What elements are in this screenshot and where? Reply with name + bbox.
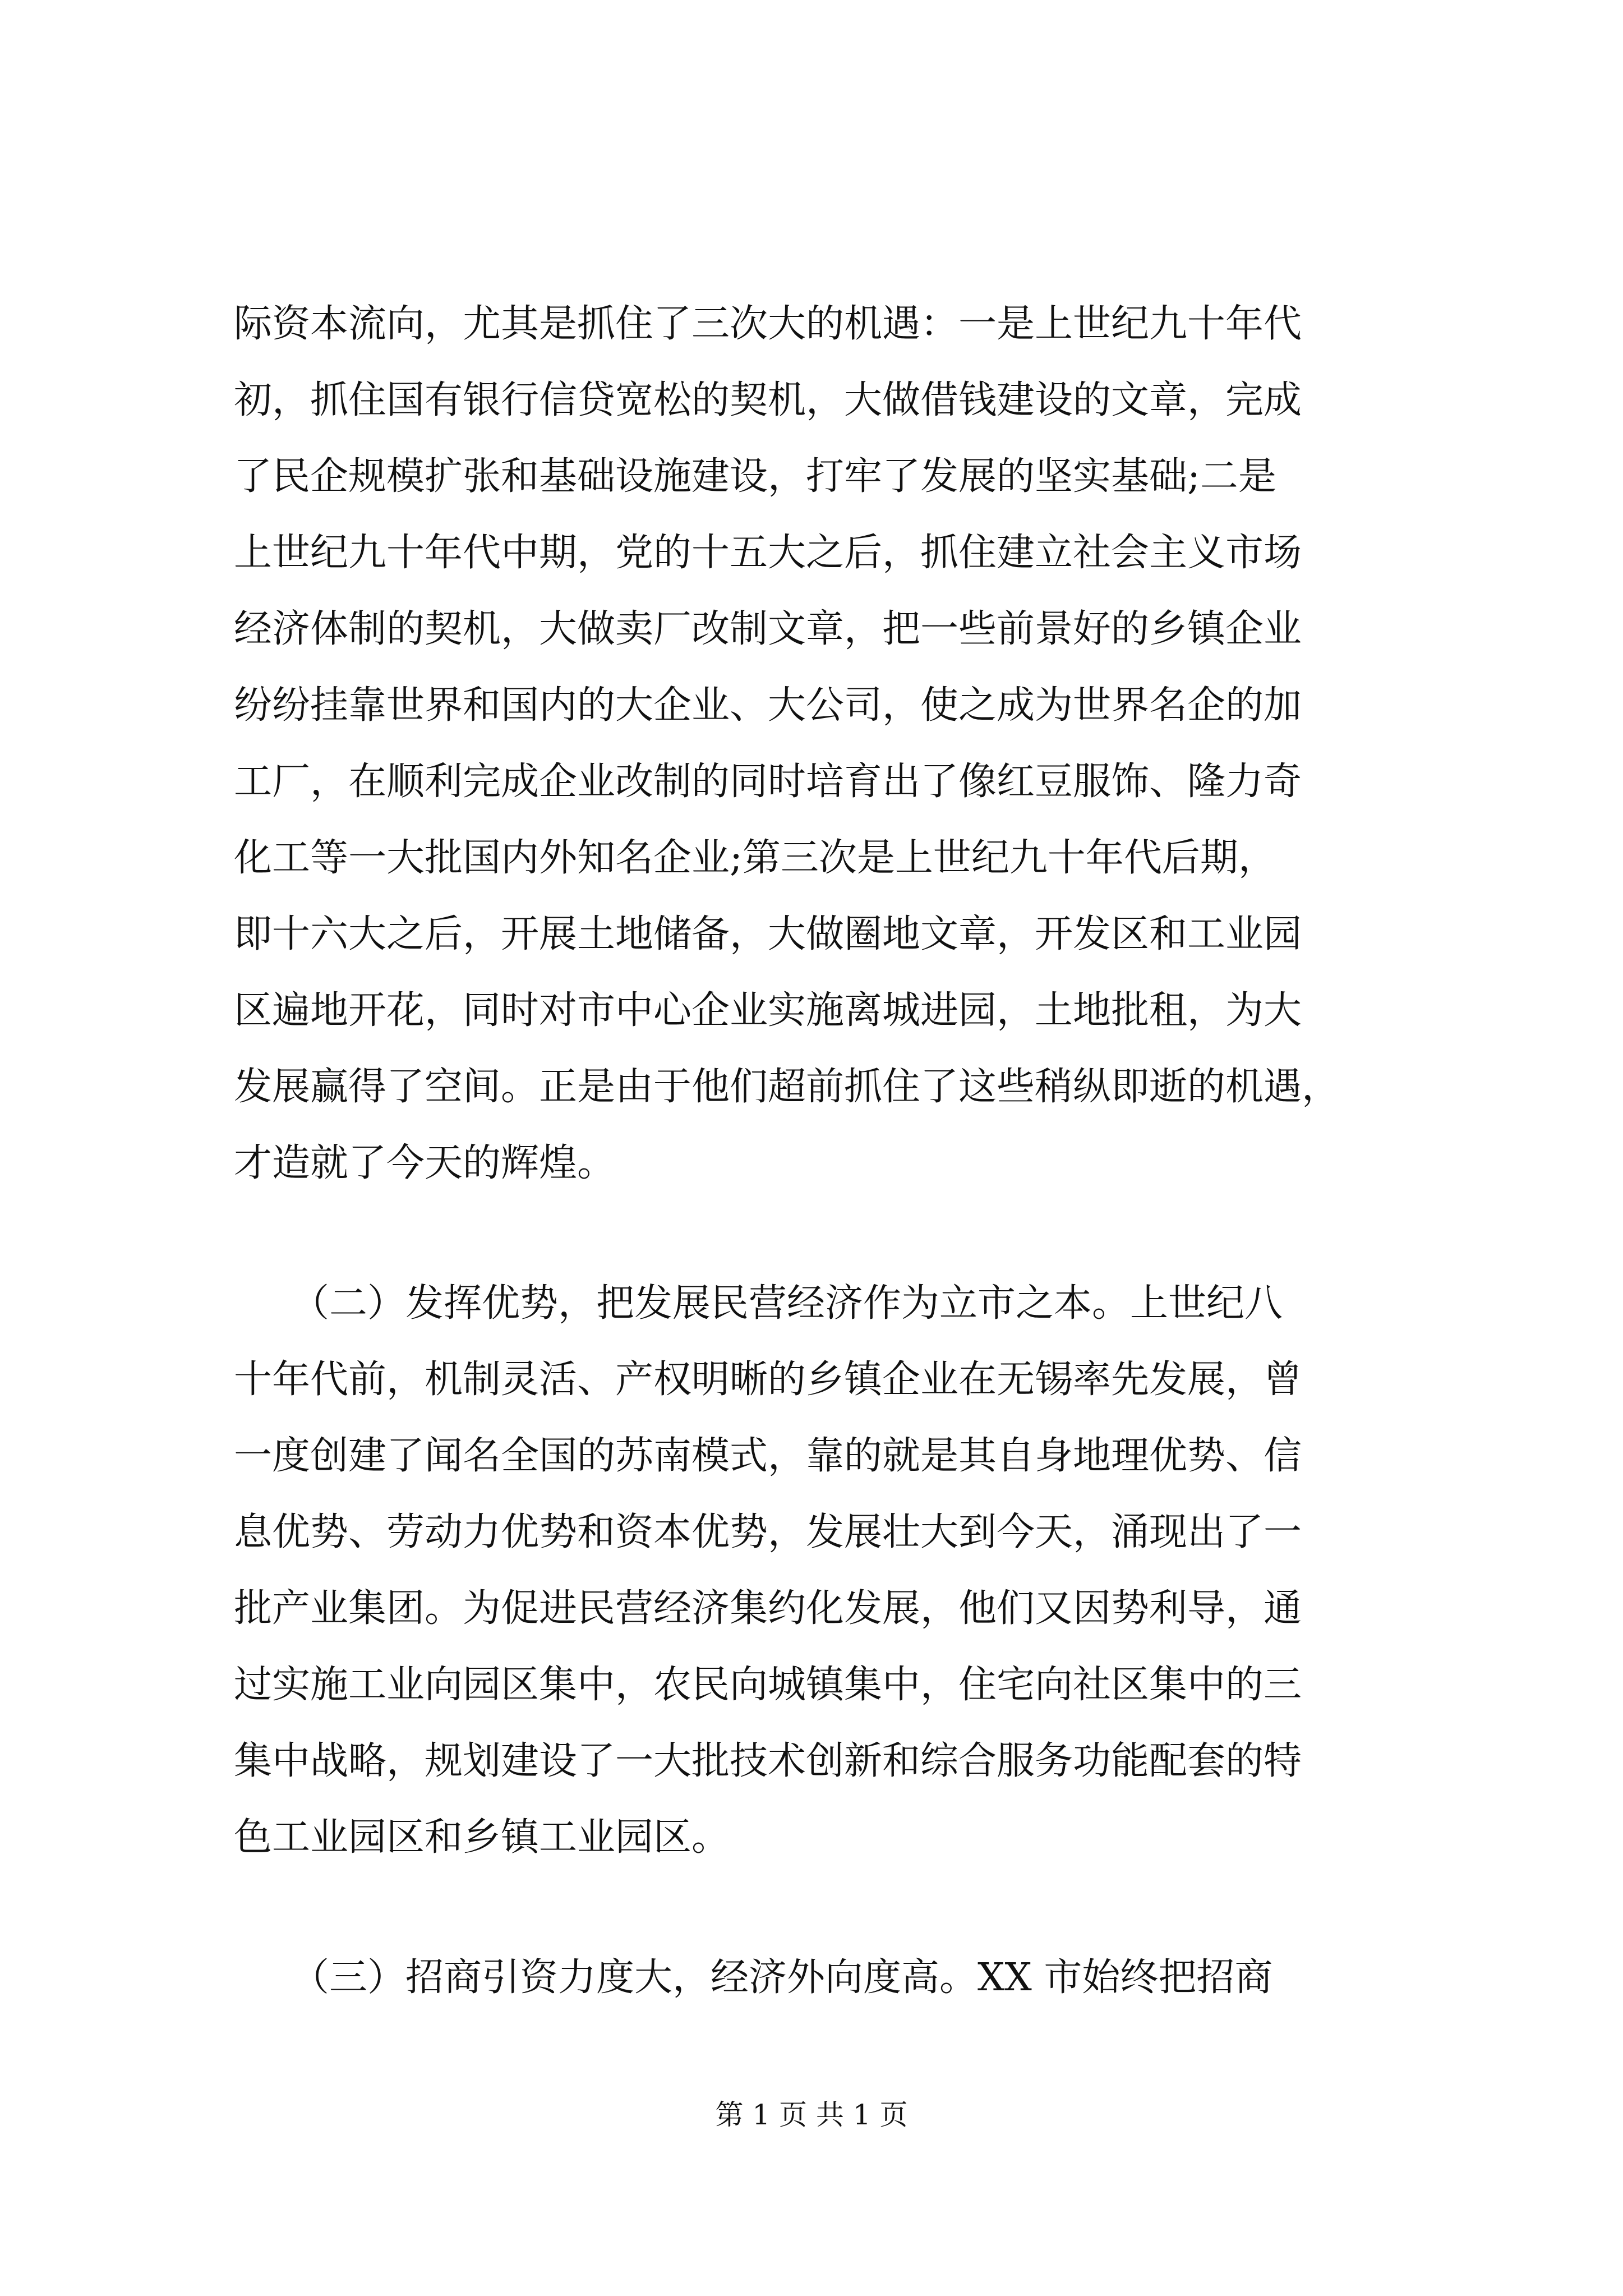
- text-line: 了民企规模扩张和基础设施建设，打牢了发展的坚实基础;二是: [234, 454, 1276, 499]
- page-footer: [0, 2095, 1623, 2134]
- text-line: 区遍地开花，同时对市中心企业实施离城进园，土地批租，为大: [234, 988, 1302, 1033]
- paragraph-2: [234, 1266, 1412, 1876]
- paragraph-1: [234, 286, 1412, 1202]
- text-line: 息优势、劳动力优势和资本优势，发展壮大到今天，涌现出了一: [234, 1510, 1302, 1554]
- text-line: 化工等一大批国内外知名企业;第三次是上世纪九十年代后期，: [234, 836, 1276, 880]
- text-line: （三）招商引资力度大，经济外向度高。XX 市始终把招商: [234, 1955, 1273, 2000]
- paragraph-spacer: [234, 1876, 1412, 1940]
- text-line: 工厂，在顺利完成企业改制的同时培育出了像红豆服饰、隆力奇: [234, 760, 1302, 804]
- text-line: 上世纪九十年代中期，党的十五大之后，抓住建立社会主义市场: [234, 531, 1302, 575]
- text-line: 批产业集团。为促进民营经济集约化发展，他们又因势利导，通: [234, 1586, 1302, 1631]
- text-line: 十年代前，机制灵活、产权明晰的乡镇企业在无锡率先发展，曾: [234, 1358, 1302, 1402]
- text-line: （二）发挥优势，把发展民营经济作为立市之本。上世纪八: [234, 1281, 1283, 1326]
- text-line: 即十六大之后，开展土地储备，大做圈地文章，开发区和工业园: [234, 912, 1302, 956]
- text-line: 经济体制的契机，大做卖厂改制文章，把一些前景好的乡镇企业: [234, 607, 1302, 651]
- text-line: 发展赢得了空间。正是由于他们超前抓住了这些稍纵即逝的机遇，: [234, 1065, 1340, 1109]
- text-line: 才造就了今天的辉煌。: [234, 1141, 616, 1185]
- paragraph-spacer: [234, 1202, 1412, 1266]
- text-line: 过实施工业向园区集中，农民向城镇集中，住宅向社区集中的三: [234, 1663, 1302, 1707]
- text-line: 际资本流向，尤其是抓住了三次大的机遇：一是上世纪九十年代: [234, 302, 1302, 346]
- paragraph-3: [234, 1940, 1412, 2016]
- document-body: [234, 286, 1412, 2016]
- text-line: 一度创建了闻名全国的苏南模式，靠的就是其自身地理优势、信: [234, 1434, 1302, 1478]
- text-line: 初，抓住国有银行信贷宽松的契机，大做借钱建设的文章，完成: [234, 378, 1302, 422]
- text-line: 纷纷挂靠世界和国内的大企业、大公司，使之成为世界名企的加: [234, 683, 1302, 728]
- text-line: 色工业园区和乡镇工业园区。: [234, 1815, 730, 1860]
- text-line: 集中战略，规划建设了一大批技术创新和综合服务功能配套的特: [234, 1739, 1302, 1783]
- page-number-label: 第 1 页 共 1 页: [715, 2099, 908, 2131]
